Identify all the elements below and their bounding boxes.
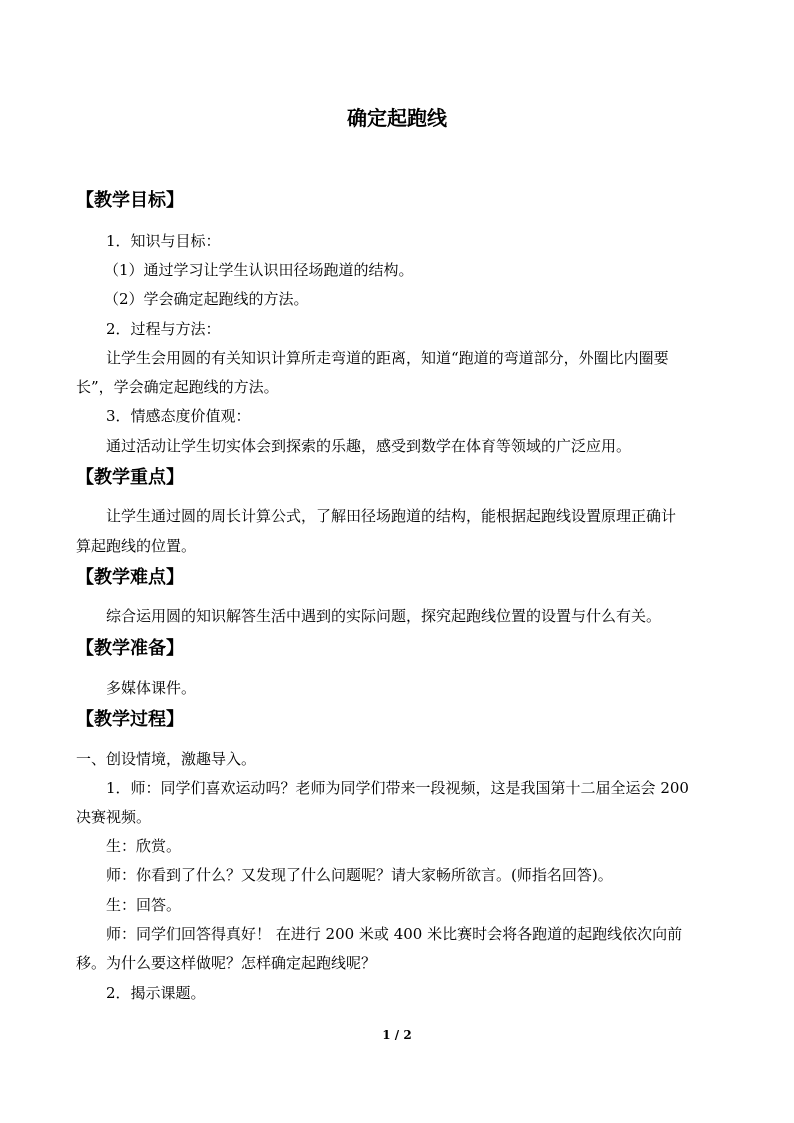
section-heading-preparation: 【教学准备】 xyxy=(76,638,184,659)
section-heading-key-points: 【教学重点】 xyxy=(76,467,184,488)
objectives-line-1: 1．知识与目标： xyxy=(106,232,221,250)
objectives-line-7: 3．情感态度价值观： xyxy=(106,407,251,425)
objectives-line-6: 长”，学会确定起跑线的方法。 xyxy=(76,378,279,396)
process-line-8: 移。为什么要这样做呢？怎样确定起跑线呢？ xyxy=(76,954,377,972)
objectives-line-5: 让学生会用圆的有关知识计算所走弯道的距离，知道“跑道的弯道部分，外圈比内圈要 xyxy=(106,349,669,367)
process-line-2: 1．师：同学们喜欢运动吗？老师为同学们带来一段视频，这是我国第十二届全运会 200 xyxy=(106,779,689,797)
preparation-line-1: 多媒体课件。 xyxy=(106,679,197,697)
process-line-4: 生：欣赏。 xyxy=(106,837,182,855)
page-title: 确定起跑线 xyxy=(347,106,447,130)
key-points-line-2: 算起跑线的位置。 xyxy=(76,537,197,555)
process-line-5: 师：你看到了什么？又发现了什么问题呢？请大家畅所欲言。(师指名回答)。 xyxy=(106,866,613,884)
objectives-line-3: （2）学会确定起跑线的方法。 xyxy=(104,290,309,308)
process-line-6: 生：回答。 xyxy=(106,896,182,914)
objectives-line-8: 通过活动让学生切实体会到探索的乐趣，感受到数学在体育等领域的广泛应用。 xyxy=(106,437,632,455)
objectives-line-4: 2．过程与方法： xyxy=(106,320,221,338)
objectives-line-2: （1）通过学习让学生认识田径场跑道的结构。 xyxy=(104,261,414,279)
process-line-3: 决赛视频。 xyxy=(76,808,152,826)
page-number: 1 / 2 xyxy=(382,1028,412,1042)
process-line-7: 师：同学们回答得真好！ 在进行 200 米或 400 米比赛时会将各跑道的起跑线依次向前 xyxy=(106,925,683,943)
process-line-1: 一、创设情境，激趣导入。 xyxy=(76,750,257,768)
difficulties-line-1: 综合运用圆的知识解答生活中遇到的实际问题，探究起跑线位置的设置与什么有关。 xyxy=(106,607,662,625)
section-heading-difficulties: 【教学难点】 xyxy=(76,567,184,588)
process-line-9: 2．揭示课题。 xyxy=(106,984,206,1002)
section-heading-objectives: 【教学目标】 xyxy=(76,190,184,211)
key-points-line-1: 让学生通过圆的周长计算公式，了解田径场跑道的结构，能根据起跑线设置原理正确计 xyxy=(106,507,677,525)
section-heading-process: 【教学过程】 xyxy=(76,709,184,730)
